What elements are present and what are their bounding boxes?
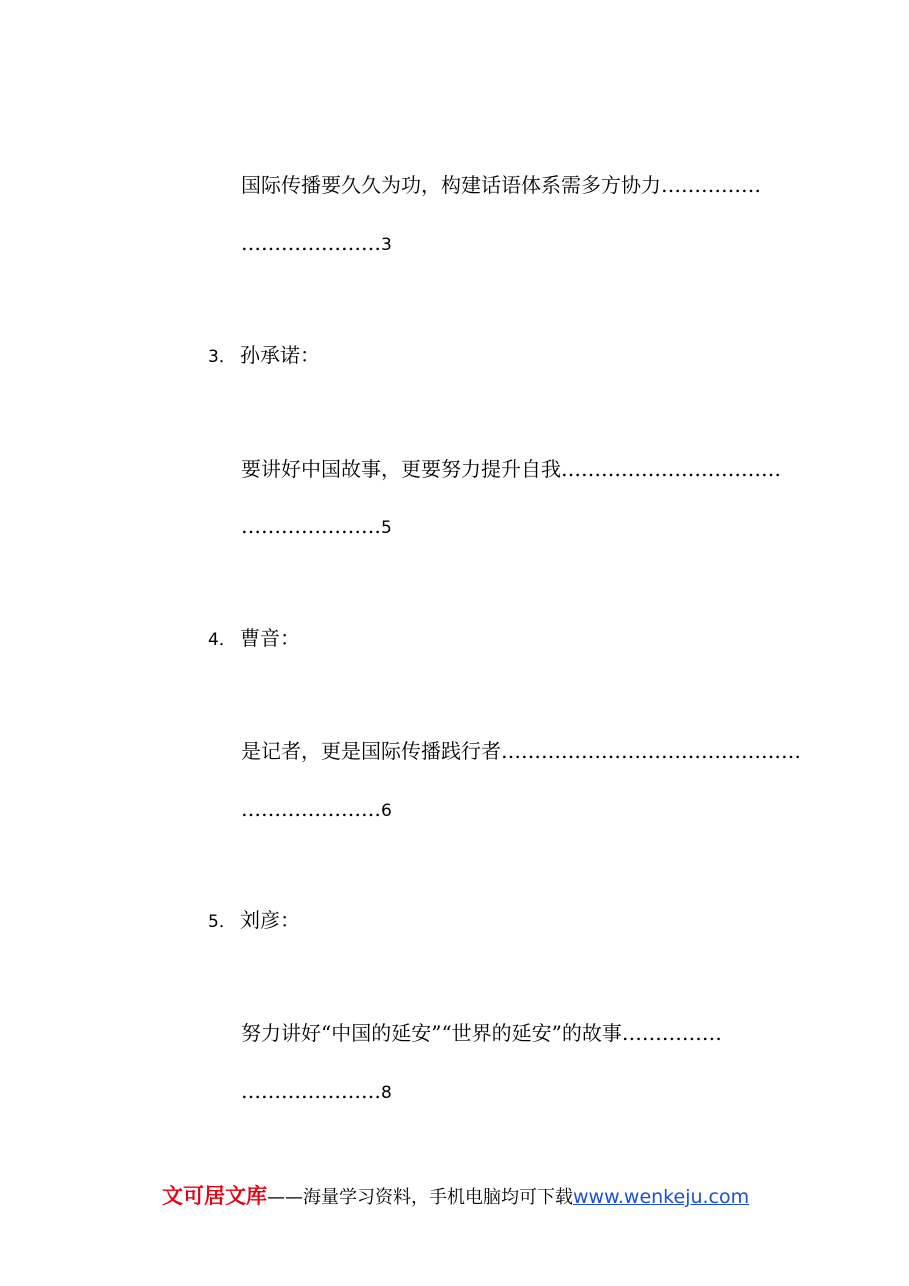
toc-entry-author: 孙承诺： <box>240 343 320 367</box>
footer-banner <box>162 1182 749 1212</box>
toc-entry-page-line <box>241 795 801 825</box>
toc-entry-page-line <box>241 229 801 259</box>
brand-name: 文可居文库 <box>162 1184 267 1208</box>
toc-leader-dots: ………………… <box>241 1079 381 1103</box>
toc-page-number: 8 <box>381 1083 392 1103</box>
toc-entry-author: 曹音： <box>240 626 300 650</box>
footer-slogan: ——海量学习资料，手机电脑均可下载 <box>267 1187 573 1208</box>
toc-entry-title-line <box>241 1019 801 1047</box>
toc-leader-dots: …………………………… <box>561 457 781 481</box>
toc-entry-author: 刘彦： <box>240 908 300 932</box>
toc-entry-title: 要讲好中国故事，更要努力提升自我 <box>241 457 561 481</box>
toc-entry-title: 是记者，更是国际传播践行者 <box>241 739 501 763</box>
toc-leader-dots: …………… <box>661 173 761 197</box>
toc-page-number: 3 <box>381 235 392 255</box>
toc-entry-title: 国际传播要久久为功，构建话语体系需多方协力 <box>241 173 661 197</box>
toc-entry-heading <box>208 906 300 936</box>
toc-entry-number: 5． <box>208 912 236 932</box>
toc-entry-heading <box>208 341 320 371</box>
toc-leader-dots: ……………………………………… <box>501 739 801 763</box>
toc-leader-dots: …………… <box>621 1021 722 1045</box>
toc-leader-dots: ………………… <box>241 514 381 538</box>
toc-entry-heading <box>208 624 300 654</box>
toc-entry-title: 努力讲好“中国的延安”“世界的延安”的故事 <box>241 1021 622 1045</box>
toc-entry-title-line <box>241 737 801 765</box>
toc-entry-number: 4． <box>208 630 236 650</box>
toc-leader-dots: ………………… <box>241 797 381 821</box>
toc-leader-dots: ………………… <box>241 231 381 255</box>
toc-page-number: 6 <box>381 801 392 821</box>
website-link[interactable]: www.wenkeju.com <box>573 1186 750 1208</box>
toc-entry-page-line <box>241 1077 801 1107</box>
toc-page-number: 5 <box>381 518 392 538</box>
toc-entry-title-line <box>241 171 801 199</box>
toc-entry-number: 3． <box>208 347 236 367</box>
toc-entry-page-line <box>241 512 801 542</box>
toc-entry-title-line <box>241 455 801 483</box>
